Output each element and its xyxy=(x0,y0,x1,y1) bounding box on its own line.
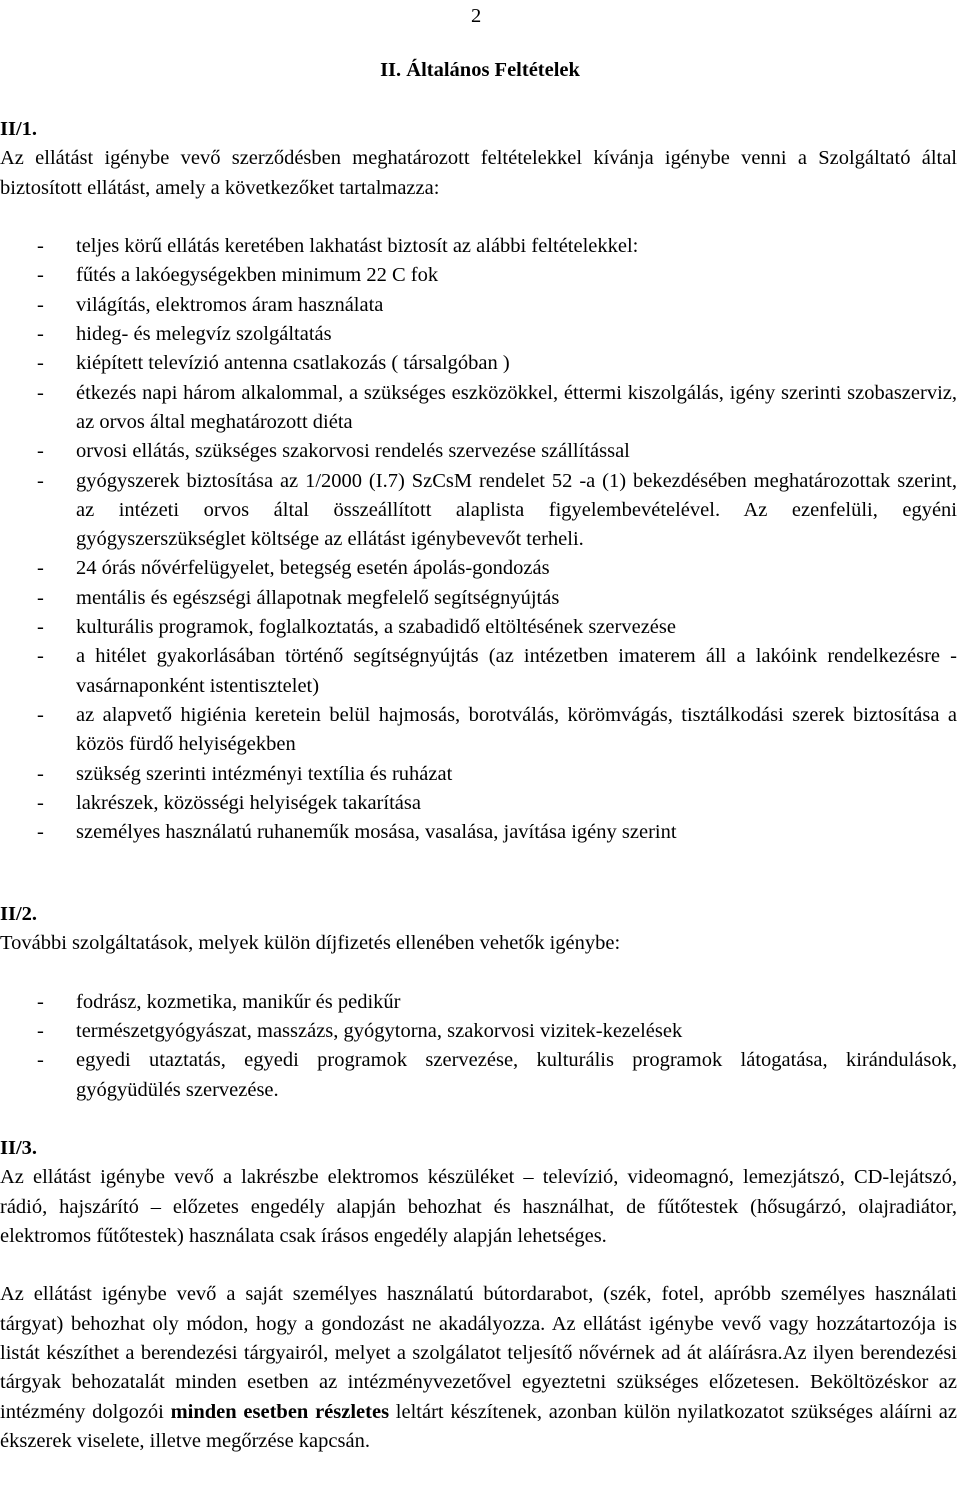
paragraph-furniture: Az ellátást igénybe vevő a saját személyes használatú bútordarabot, (szék, fotel, apróbb személyes használati tárgyat) behozhat oly módon, hogy a gondozást ne akadályozza. Az ellátást igénybe vevő vagy hozzátartozója is listát készíthet a berendezési tárgyairól, melyet a szolgálatot teljesítő nővérnek ad át aláírásra.Az ilyen berendezési tárgyak behozatalát minden esetben az intézményvezetővel egyeztetni szükséges előzetesen. Beköltözéskor az intézmény dolgozói minden esetben részletes leltárt készítenek, azonban külön nyilatkozatot szükséges aláírni az ékszerek viselete, illetve megőrzése kapcsán. xyxy=(0,1283,957,1452)
section-ii-2 xyxy=(0,900,957,1105)
list-item: - az alapvető higiénia keretein belül hajmosás, borotválás, körömvágás, tisztálkodási szerek biztosítása a közös fürdő helyiségekben xyxy=(37,703,957,756)
list-item: - teljes körű ellátás keretében lakhatást biztosít az alábbi feltételekkel: xyxy=(37,235,639,258)
emphasis-text: minden esetben részletes xyxy=(170,1400,390,1423)
section-heading: II/1. xyxy=(0,118,38,140)
section-ii-1 xyxy=(0,115,957,847)
list-item: - kulturális programok, foglalkoztatás, a szabadidő eltöltésének szervezése xyxy=(37,616,676,639)
section-intro: Az ellátást igénybe vevő szerződésben meghatározott feltételekkel kívánja igénybe venni a Szolgáltató által biztosított ellátást, amely a következőket tartalmazza: xyxy=(0,147,957,199)
list-item: - egyedi utaztatás, egyedi programok szervezése, kulturális programok látogatása, kirándulások, gyógyüdülés szervezése. xyxy=(37,1049,957,1101)
list-item: - a hitélet gyakorlásában történő segítségnyújtás (az intézetben imaterem áll a lakóink rendelkezésre -vasárnaponként istentisztelet) xyxy=(37,645,957,697)
paragraph-electric-devices: Az ellátást igénybe vevő a lakrészbe elektromos készüléket – televízió, videomagnó, lemezjátszó, CD-lejátszó, rádió, hajszárító – előzetes engedély alapján behozhat és használhat, de fűtőtestek (hősugárzó, olajradiátor, elektromos fűtőtestek) használata csak írásos engedély alapján lehetséges. xyxy=(0,1166,957,1247)
list-item: - hideg- és melegvíz szolgáltatás xyxy=(37,323,332,346)
list-item: - természetgyógyászat, masszázs, gyógytorna, szakorvosi vizitek-kezelések xyxy=(37,1020,683,1043)
list-item: - orvosi ellátás, szükséges szakorvosi rendelés szervezése szállítással xyxy=(37,440,630,463)
section-heading: II/2. xyxy=(0,903,38,925)
list-item: - fűtés a lakóegységekben minimum 22 C fok xyxy=(37,264,439,287)
section-intro: További szolgáltatások, melyek külön díjfizetés ellenében vehetők igénybe: xyxy=(0,932,621,955)
list-item: - szükség szerinti intézményi textília és ruházat xyxy=(37,762,453,785)
list-item: - világítás, elektromos áram használata xyxy=(37,293,384,316)
list-item: - kiépített televízió antenna csatlakozás ( társalgóban ) xyxy=(37,352,510,375)
list-item: - mentális és egészségi állapotnak megfelelő segítségnyújtás xyxy=(37,586,560,609)
page-title: II. Általános Feltételek xyxy=(380,59,580,81)
list-item: - lakrészek, közösségi helyiségek takarítása xyxy=(37,791,421,814)
list-item: - gyógyszerek biztosítása az 1/2000 (I.7) SzCsM rendelet 52 -a (1) bekezdésében meghatározottak szerint, az intézeti orvos által összeállított alaplista figyelembevételével. Az ezenfelüli, egyéni gyógyszerszükséglet költsége az ellátást igénybevevőt terheli. xyxy=(37,469,957,551)
page-number: 2 xyxy=(471,5,482,27)
extra-service-list xyxy=(0,988,957,1105)
list-item: - 24 órás nővérfelügyelet, betegség esetén ápolás-gondozás xyxy=(37,557,550,580)
list-item: - étkezés napi három alkalommal, a szükséges eszközökkel, éttermi kiszolgálás, igény szerinti szobaszerviz, az orvos által meghatározott diéta xyxy=(37,381,957,433)
service-list xyxy=(0,232,957,847)
list-item: - fodrász, kozmetika, manikűr és pedikűr xyxy=(37,990,401,1013)
section-heading: II/3. xyxy=(0,1137,38,1159)
section-ii-3 xyxy=(0,1134,957,1456)
list-item: - személyes használatú ruhaneműk mosása, vasalása, javítása igény szerint xyxy=(37,821,677,844)
